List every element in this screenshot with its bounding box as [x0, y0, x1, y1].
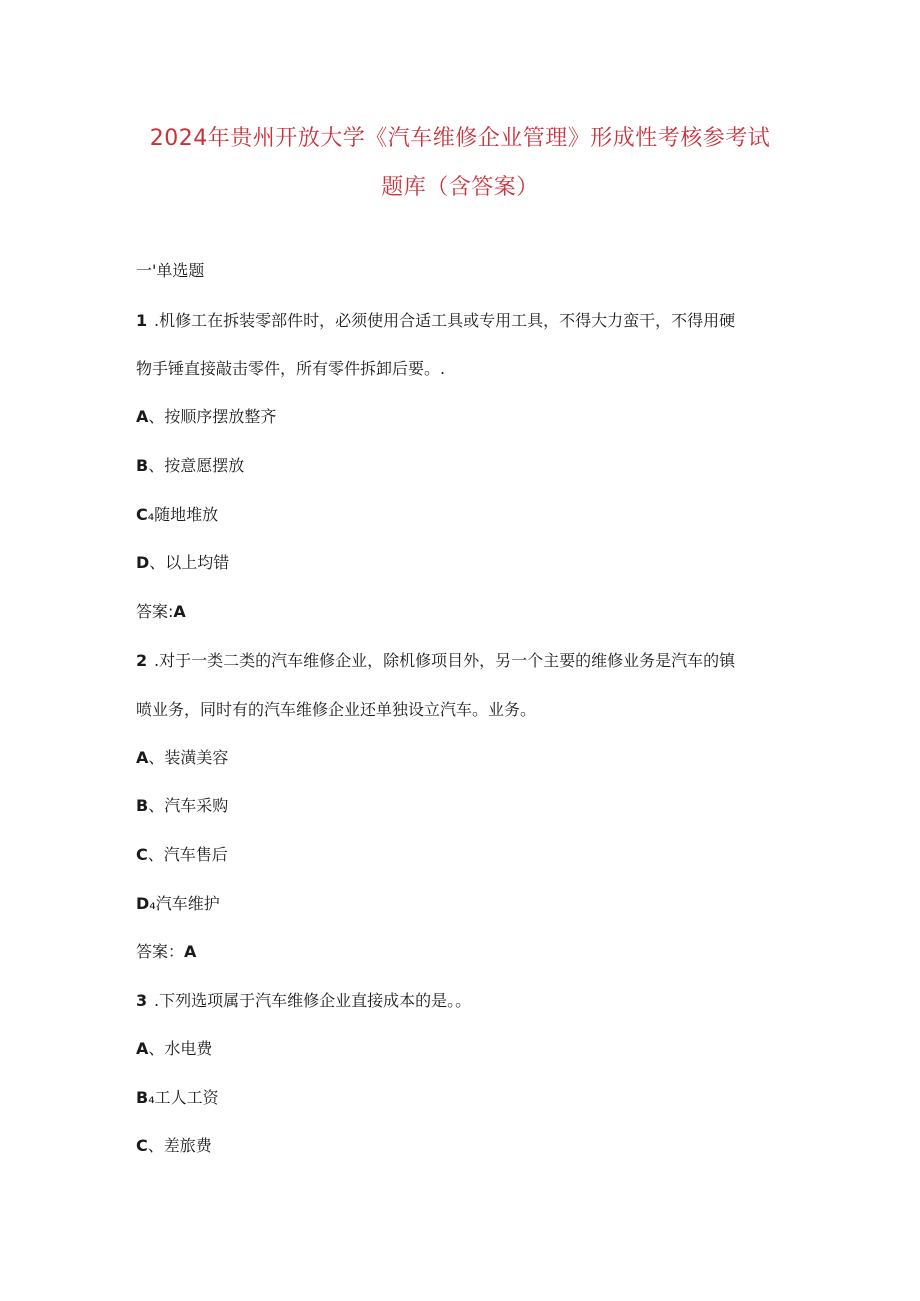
question-1-line2: 物手锤直接敲击零件，所有零件拆卸后要。. [136, 359, 446, 378]
question-number: 3 [136, 991, 148, 1010]
option-2d [136, 896, 220, 912]
section-heading: 一'单选题 [136, 261, 205, 280]
option-text: 差旅费 [163, 1136, 212, 1155]
option-text: 按意愿摆放 [164, 456, 245, 475]
option-sep: 、 [149, 553, 166, 572]
option-text: 汽车采购 [164, 796, 229, 815]
option-1d [136, 555, 229, 571]
option-sep: 、 [148, 796, 165, 815]
question-text: .对于一类二类的汽车维修企业，除机修项目外，另一个主要的维修业务是汽车的镇 [154, 651, 736, 670]
option-letter: B [136, 1088, 149, 1107]
option-text: 工人工资 [154, 1088, 219, 1107]
option-letter: B [136, 796, 149, 815]
option-text: 随地堆放 [154, 505, 219, 524]
option-2a [136, 750, 228, 766]
option-letter: D [136, 553, 150, 572]
option-3b [136, 1090, 219, 1106]
option-sep: 、 [148, 456, 165, 475]
answer-value: A [173, 602, 186, 621]
question-3-line1 [136, 993, 471, 1009]
option-sep: ₄ [147, 505, 155, 524]
option-text: 水电费 [164, 1039, 213, 1058]
option-sep: 、 [148, 407, 165, 426]
question-text: .机修工在拆装零部件时，必须使用合适工具或专用工具，不得大力蛮干，不得用硬 [154, 311, 736, 330]
option-letter: C [136, 505, 148, 524]
option-1c [136, 507, 218, 523]
option-letter: C [136, 845, 148, 864]
option-text: 装潢美容 [164, 748, 229, 767]
answer-1 [136, 604, 186, 620]
question-2-line2: 喷业务，同时有的汽车维修企业还单独设立汽车。业务。 [136, 700, 537, 719]
document-title-line2: 题库（含答案） [381, 175, 539, 200]
question-number: 2 [136, 651, 148, 670]
option-sep: 、 [148, 748, 165, 767]
option-sep: 、 [147, 845, 164, 864]
option-text: 汽车售后 [163, 845, 228, 864]
answer-value: A [184, 942, 197, 961]
option-2b [136, 798, 228, 814]
option-2c [136, 847, 228, 863]
option-sep: 、 [148, 1039, 165, 1058]
question-1-line1 [136, 313, 735, 329]
option-letter: B [136, 456, 149, 475]
option-letter: A [136, 407, 149, 426]
answer-label: 答案: [136, 602, 174, 621]
option-1b [136, 458, 244, 474]
document-title-line1: 2024年贵州开放大学《汽车维修企业管理》形成性考核参考试 [149, 126, 771, 151]
option-3c [136, 1138, 212, 1154]
question-2-line1 [136, 653, 735, 669]
option-letter: A [136, 748, 149, 767]
option-text: 按顺序摆放整齐 [164, 407, 277, 426]
answer-2 [136, 944, 196, 960]
question-text: .下列选项属于汽车维修企业直接成本的是。。 [154, 991, 472, 1010]
question-number: 1 [136, 311, 148, 330]
option-letter: D [136, 894, 150, 913]
option-letter: C [136, 1136, 148, 1155]
option-sep: ₄ [149, 894, 156, 913]
option-3a [136, 1041, 212, 1057]
answer-label: 答案： [136, 942, 185, 961]
option-text: 汽车维护 [155, 894, 220, 913]
option-1a [136, 409, 276, 425]
option-sep: 、 [147, 1136, 164, 1155]
option-text: 以上均错 [165, 553, 230, 572]
option-letter: A [136, 1039, 149, 1058]
option-sep: ₄ [148, 1088, 155, 1107]
